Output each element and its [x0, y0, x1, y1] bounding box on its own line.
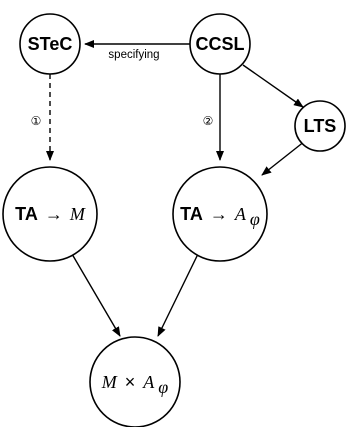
node-product — [90, 337, 180, 427]
edge-ta-m-to-product — [72, 254, 120, 336]
edge-lts-to-ta-a — [262, 141, 305, 175]
edge-ta-a-to-product — [158, 254, 198, 336]
node-product-times: × — [124, 372, 136, 392]
node-ta-to-m-bold: TA — [15, 204, 38, 224]
node-product-a: A — [143, 372, 155, 392]
edge-label-specifying: specifying — [108, 49, 160, 61]
node-ccsl — [190, 14, 250, 74]
edge-label-step-1: ① — [30, 114, 42, 128]
node-ta-to-a-bold: TA — [180, 204, 203, 224]
node-ccsl-label: CCSL — [195, 34, 245, 54]
node-lts-label: LTS — [303, 116, 337, 136]
node-stec-label: STeC — [27, 34, 73, 54]
node-product-m: M — [101, 372, 117, 392]
edge-ccsl-to-lts — [243, 65, 303, 107]
node-product-sub: φ — [158, 377, 169, 397]
node-ta-to-m-label — [15, 204, 86, 224]
node-ta-to-a-math: A — [234, 204, 246, 224]
node-ta-to-m-arrow: → — [44, 204, 63, 224]
node-ta-to-m-math: M — [69, 204, 85, 224]
node-ta-to-m — [3, 167, 97, 261]
node-ta-to-a — [173, 167, 267, 261]
node-ta-to-a-arrow: → — [209, 204, 228, 224]
node-ta-to-a-sub: φ — [249, 209, 260, 229]
node-lts — [295, 101, 345, 151]
edge-label-step-2: ② — [202, 114, 214, 128]
node-stec — [20, 14, 80, 74]
